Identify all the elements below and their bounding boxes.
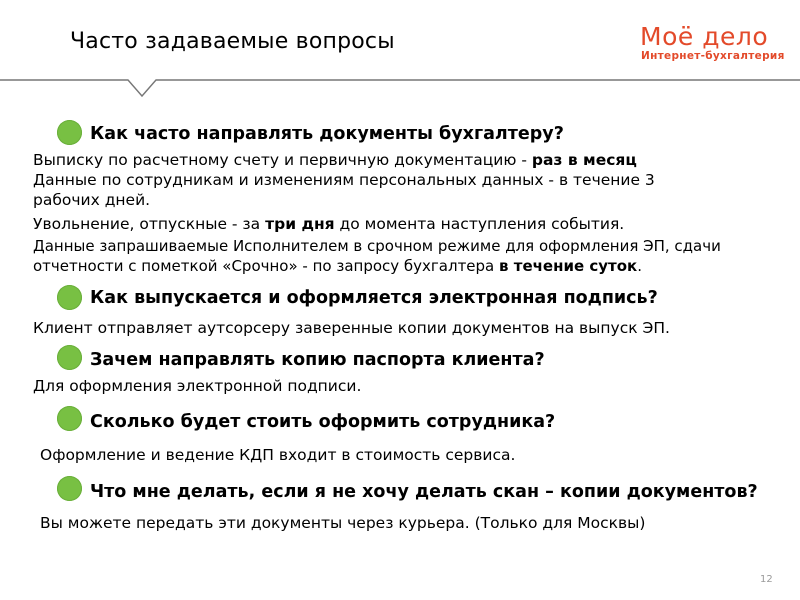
green-bullet-icon: [57, 120, 82, 145]
faq-answer-1-line-1: [33, 150, 637, 170]
faq-answer-1-line-4: [33, 214, 624, 234]
faq-answer-1-line-5: Данные запрашиваемые Исполнителем в срочном режиме для оформления ЭП, сдачи: [33, 237, 721, 255]
answer-emphasis: раз в месяц: [531, 151, 637, 169]
answer-text: Выписку по расчетному счету и первичную документацию -: [33, 151, 532, 169]
faq-answer-3: Для оформления электронной подписи.: [33, 377, 362, 395]
faq-answer-5: Вы можете передать эти документы через курьера. (Только для Москвы): [40, 514, 646, 532]
faq-answer-1-line-6: [33, 256, 642, 276]
answer-text: .: [637, 257, 642, 275]
answer-emphasis: в течение суток: [499, 257, 638, 275]
faq-question-1: Как часто направлять документы бухгалтеру?: [90, 124, 564, 144]
logo-subtitle: Интернет-бухгалтерия: [641, 50, 785, 62]
faq-answer-1-line-2: Данные по сотрудникам и изменениям персональных данных - в течение 3: [33, 171, 655, 189]
header-divider: [0, 78, 800, 102]
answer-text: Увольнение, отпускные - за: [33, 215, 266, 233]
faq-question-5: Что мне делать, если я не хочу делать скан – копии документов?: [90, 482, 758, 502]
green-bullet-icon: [57, 345, 82, 370]
faq-answer-2: Клиент отправляет аутсорсеру заверенные копии документов на выпуск ЭП.: [33, 319, 670, 337]
answer-text: отчетности с пометкой «Срочно» - по запросу бухгалтера: [33, 257, 500, 275]
answer-text: до момента наступления события.: [334, 215, 625, 233]
logo-main-text: Моё дело: [640, 22, 769, 51]
green-bullet-icon: [57, 285, 82, 310]
faq-question-2: Как выпускается и оформляется электронная подпись?: [90, 288, 658, 308]
faq-question-3: Зачем направлять копию паспорта клиента?: [90, 350, 545, 370]
faq-answer-1-line-3: рабочих дней.: [33, 191, 151, 209]
answer-emphasis: три дня: [265, 215, 335, 233]
faq-question-4: Сколько будет стоить оформить сотрудника?: [90, 412, 556, 432]
faq-answer-4: Оформление и ведение КДП входит в стоимость сервиса.: [40, 446, 516, 464]
page-title: Часто задаваемые вопросы: [70, 29, 395, 54]
green-bullet-icon: [57, 406, 82, 431]
page-number: 12: [760, 574, 773, 585]
company-logo: [640, 22, 795, 70]
green-bullet-icon: [57, 476, 82, 501]
